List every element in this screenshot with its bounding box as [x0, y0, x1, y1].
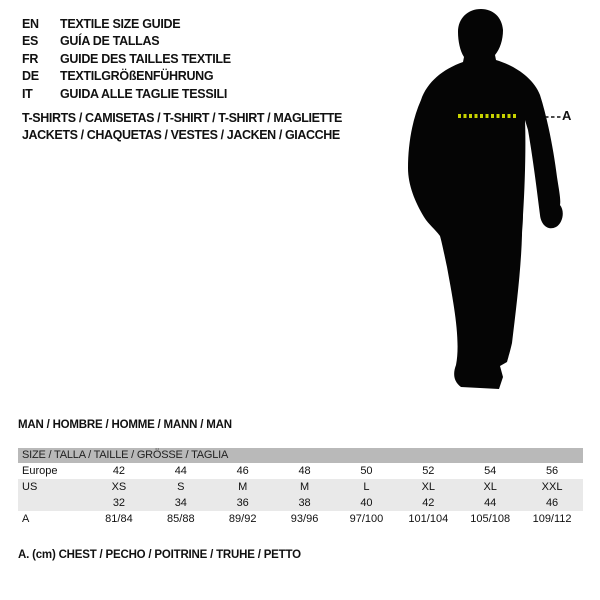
- cell: 48: [298, 465, 311, 477]
- category-line-jackets: JACKETS / CHAQUETAS / VESTES / JACKEN / GIACCHE: [22, 127, 340, 142]
- cell: 85/88: [167, 513, 195, 525]
- cell: 46: [236, 465, 249, 477]
- row-label: [18, 495, 88, 511]
- cell: 44: [174, 465, 187, 477]
- cell: 93/96: [290, 513, 319, 525]
- cell: 44: [484, 497, 497, 509]
- cell: 32: [112, 497, 126, 509]
- cell: 56: [545, 465, 559, 477]
- cell: XL: [421, 481, 436, 493]
- cell: 52: [422, 465, 435, 477]
- measure-label-a: A: [562, 108, 572, 123]
- cell: 38: [298, 497, 311, 509]
- cell: XL: [483, 481, 497, 493]
- language-code: DE: [22, 69, 39, 84]
- cell: 36: [236, 497, 249, 509]
- language-code: FR: [22, 51, 39, 66]
- language-code: EN: [22, 16, 39, 31]
- cell: 42: [422, 497, 435, 509]
- section-title-man: MAN / HOMBRE / HOMME / MANN / MAN: [18, 419, 232, 431]
- man-silhouette-figure: [395, 5, 570, 405]
- cell: M: [238, 481, 248, 493]
- category-line-tshirts: T-SHIRTS / CAMISETAS / T-SHIRT / T-SHIRT / MAGLIETTE: [22, 111, 342, 125]
- language-label: GUIDA ALLE TAGLIE TESSILI: [60, 86, 228, 101]
- category-heading: [22, 110, 342, 143]
- cell: 34: [174, 497, 187, 509]
- man-silhouette-icon: [395, 5, 570, 405]
- cell: 40: [360, 497, 373, 509]
- language-label: GUÍA DE TALLAS: [60, 34, 160, 49]
- row-label: US: [22, 481, 38, 493]
- language-label: TEXTILGRÖßENFÜHRUNG: [60, 69, 214, 84]
- cell: S: [177, 481, 185, 493]
- cell: M: [299, 481, 310, 493]
- list-item: [22, 15, 231, 33]
- cell: XS: [111, 481, 127, 493]
- table-header: SIZE / TALLA / TAILLE / GRÖSSE / TAGLIA: [18, 448, 583, 463]
- cell: 81/84: [105, 513, 133, 525]
- language-code: ES: [22, 34, 39, 49]
- language-label: TEXTILE SIZE GUIDE: [60, 16, 181, 31]
- row-label: Europe: [22, 465, 58, 477]
- row-label: A: [22, 513, 30, 525]
- list-item: [22, 33, 231, 51]
- table-row-europe: [18, 463, 583, 479]
- cell: 54: [484, 465, 497, 477]
- size-table: [18, 448, 583, 527]
- cell: 109/112: [532, 513, 572, 525]
- language-list: [22, 15, 231, 103]
- table-row-us-numeric: [18, 495, 583, 511]
- cell: 46: [545, 497, 559, 509]
- cell: 42: [112, 465, 126, 477]
- cell: 101/104: [408, 513, 449, 525]
- list-item: [22, 50, 231, 68]
- cell: 105/108: [470, 513, 511, 525]
- cell: XXL: [541, 481, 563, 493]
- cell: 89/92: [228, 513, 257, 525]
- cell: 97/100: [349, 513, 384, 525]
- list-item: [22, 68, 231, 86]
- list-item: [22, 85, 231, 103]
- table-row-us: [18, 479, 583, 495]
- measure-footnote: A. (cm) CHEST / PECHO / POITRINE / TRUHE / PETTO: [18, 549, 301, 561]
- cell: L: [363, 481, 370, 493]
- silhouette-shape: [408, 9, 563, 389]
- table-row-chest-cm: [18, 511, 583, 527]
- language-label: GUIDE DES TAILLES TEXTILE: [60, 51, 231, 66]
- language-code: IT: [22, 86, 33, 101]
- cell: 50: [360, 465, 373, 477]
